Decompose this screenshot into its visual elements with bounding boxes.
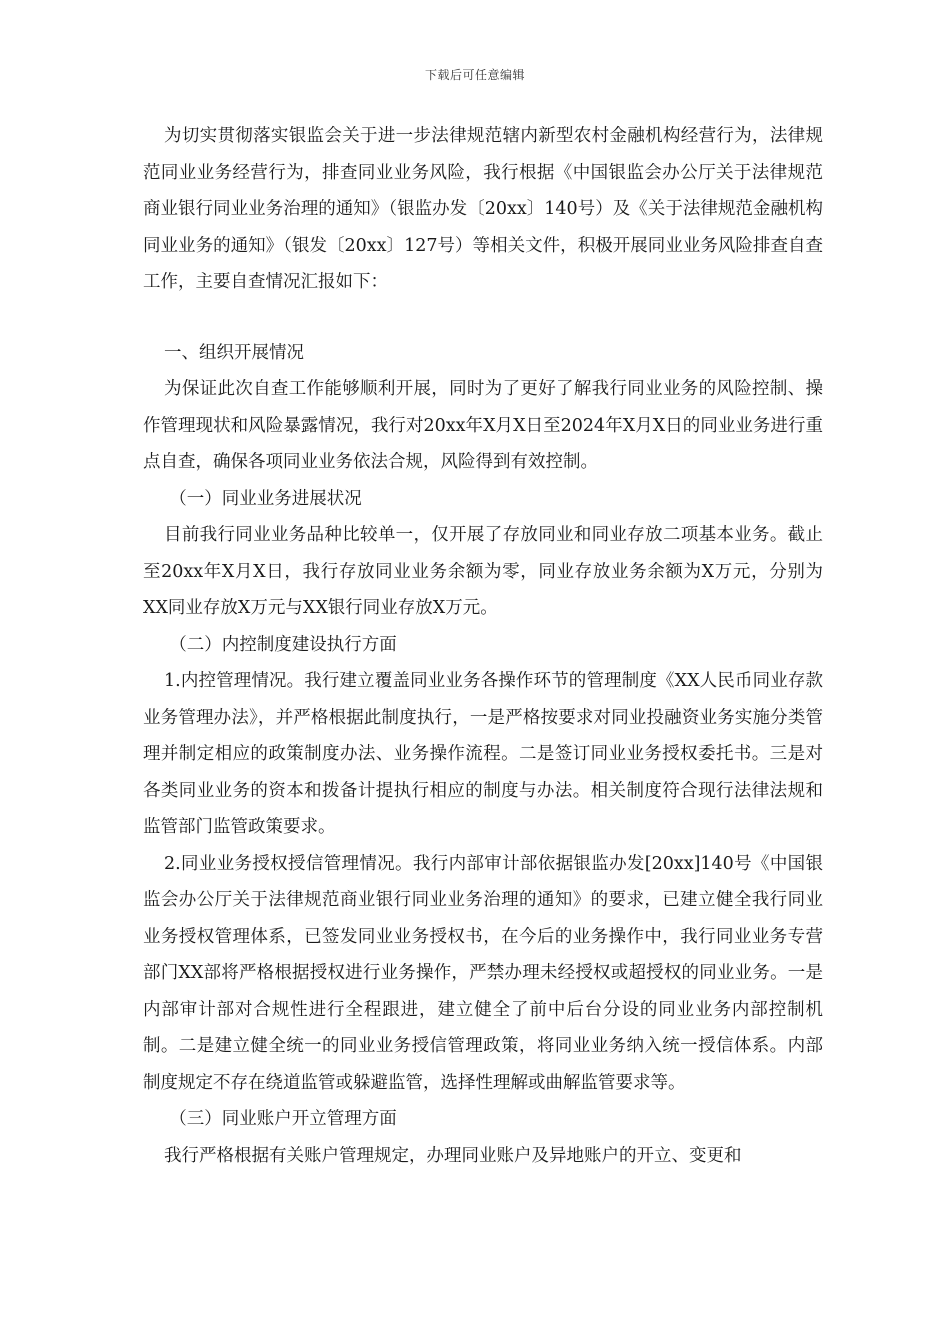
subsection-heading-1: （一）同业业务进展状况 <box>169 488 362 509</box>
section-1-paragraph: 为保证此次自查工作能够顺利开展，同时为了更好了解我行同业业务的风险控制、操作管理现状和风险暴露情况，我行对20xx年X月X日至2024年X月X日的同业业务进行重点自查，确保各项同业业务依法合规，风险得到有效控制。 <box>143 379 823 472</box>
paragraph-gap <box>143 301 823 335</box>
document-body <box>143 118 823 1174</box>
page-header: 下载后可任意编辑 <box>424 68 525 82</box>
subsection-heading-2: （二）内控制度建设执行方面 <box>169 634 397 655</box>
item-1-paragraph: 1.内控管理情况。我行建立覆盖同业业务各操作环节的管理制度《XX人民币同业存款业务管理办法》，并严格根据此制度执行，一是严格按要求对同业投融资业务实施分类管理并制定相应的政策制度办法、业务操作流程。二是签订同业业务授权委托书。三是对各类同业业务的资本和拨备计提执行相应的制度与办法。相关制度符合现行法律法规和监管部门监管政策要求。 <box>143 671 823 837</box>
intro-paragraph: 为切实贯彻落实银监会关于进一步法律规范辖内新型农村金融机构经营行为，法律规范同业业务经营行为，排查同业业务风险，我行根据《中国银监会办公厅关于法律规范商业银行同业业务治理的通知》（银监办发〔20xx〕140号）及《关于法律规范金融机构同业业务的通知》（银发〔20xx〕127号）等相关文件，积极开展同业业务风险排查自查工作，主要自查情况汇报如下： <box>143 126 823 292</box>
subsection-1-paragraph: 目前我行同业业务品种比较单一，仅开展了存放同业和同业存放二项基本业务。截止至20xx年X月X日，我行存放同业业务余额为零，同业存放业务余额为X万元，分别为XX同业存放X万元与XX银行同业存放X万元。 <box>143 525 823 618</box>
item-2-paragraph: 2.同业业务授权授信管理情况。我行内部审计部依据银监办发[20xx]140号《中国银监会办公厅关于法律规范商业银行同业业务治理的通知》的要求，已建立健全我行同业业务授权管理体系，已签发同业业务授权书，在今后的业务操作中，我行同业业务专营部门XX部将严格根据授权进行业务操作，严禁办理未经授权或超授权的同业业务。一是内部审计部对合规性进行全程跟进，建立健全了前中后台分设的同业业务内部控制机制。二是建立健全统一的同业业务授信管理政策，将同业业务纳入统一授信体系。内部制度规定不存在绕道监管或躲避监管，选择性理解或曲解监管要求等。 <box>143 853 823 1093</box>
subsection-3-paragraph: 我行严格根据有关账户管理规定，办理同业账户及异地账户的开立、变更和 <box>164 1145 742 1166</box>
subsection-heading-3: （三）同业账户开立管理方面 <box>169 1109 397 1129</box>
section-heading-1: 一、组织开展情况 <box>164 342 304 363</box>
